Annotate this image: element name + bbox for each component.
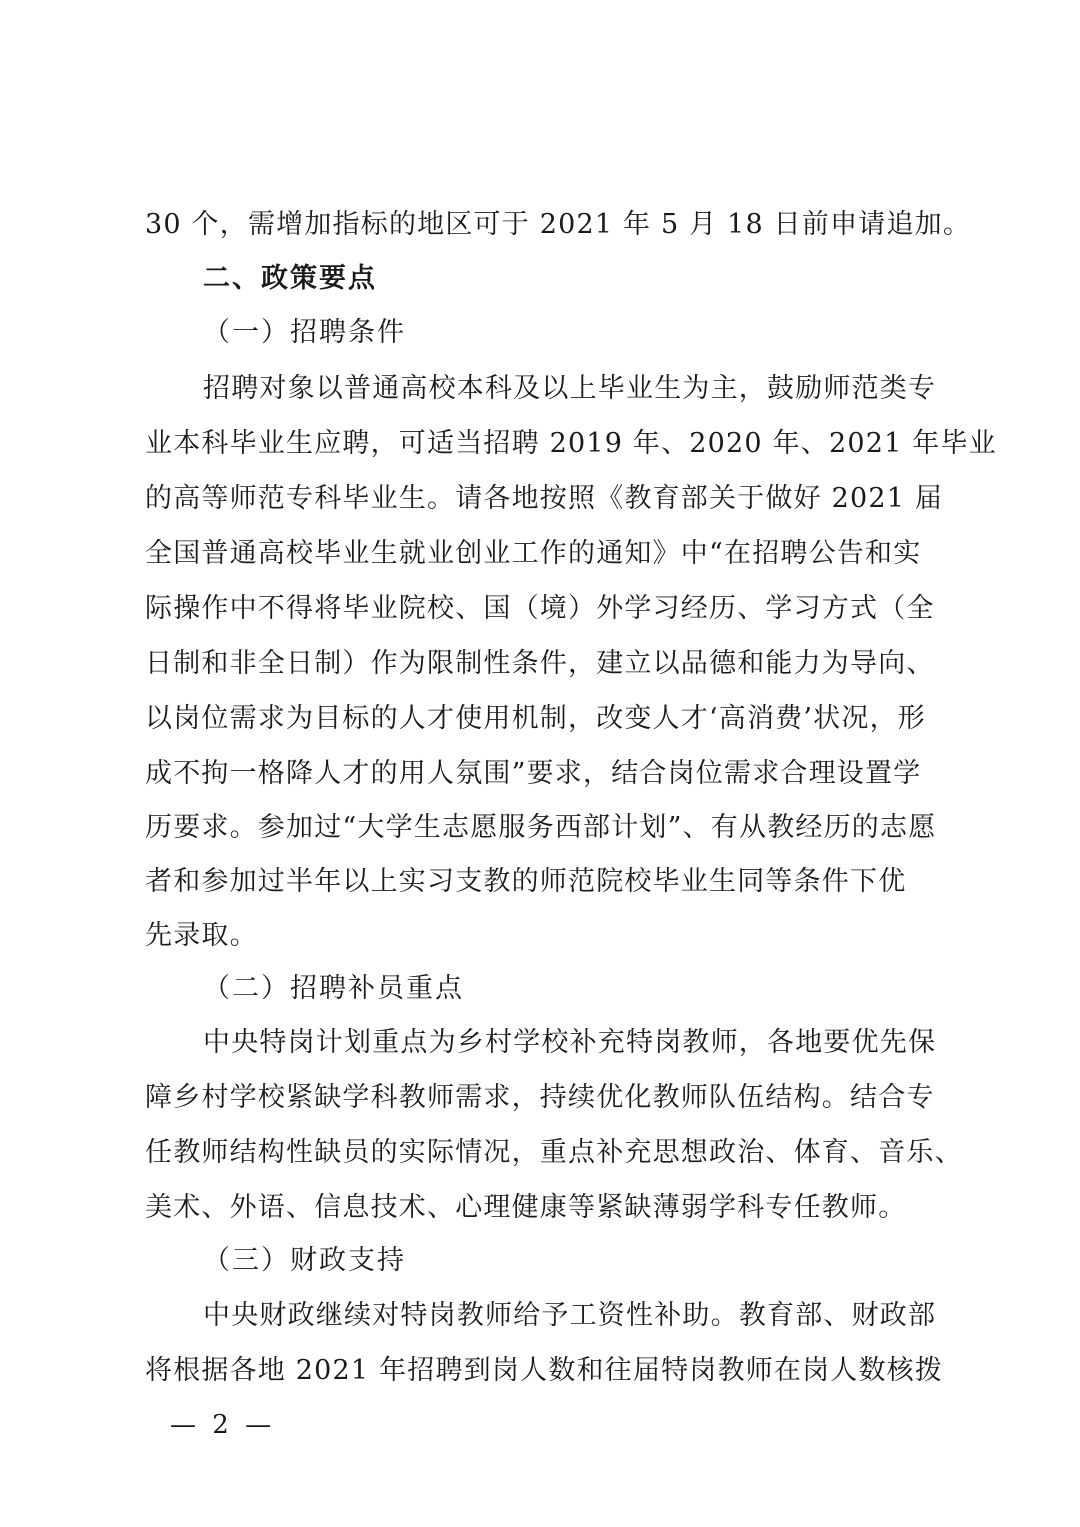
- section-heading-policy-points: 二、政策要点: [203, 263, 377, 294]
- subsection-heading-financial-support: （三）财政支持: [203, 1245, 406, 1276]
- paragraph-line: 30 个，需增加指标的地区可于 2021 年 5 月 18 日前申请追加。: [145, 209, 972, 240]
- paragraph-line: 美术、外语、信息技术、心理健康等紧缺薄弱学科专任教师。: [145, 1192, 907, 1223]
- paragraph-line: 招聘对象以普通高校本科及以上毕业生为主，鼓励师范类专: [203, 373, 937, 404]
- paragraph-line: 历要求。参加过“大学生志愿服务西部计划”、有从教经历的志愿: [145, 812, 937, 843]
- paragraph-line: 成不拘一格降人才的用人氛围”要求，结合岗位需求合理设置学: [145, 758, 922, 789]
- paragraph-line: 障乡村学校紧缺学科教师需求，持续优化教师队伍结构。结合专: [145, 1082, 935, 1113]
- paragraph-line: 的高等师范专科毕业生。请各地按照《教育部关于做好 2021 届: [145, 483, 944, 514]
- subsection-heading-recruitment-conditions: （一）招聘条件: [203, 317, 406, 348]
- paragraph-line: 日制和非全日制）作为限制性条件，建立以品德和能力为导向、: [145, 648, 935, 679]
- paragraph-line: 任教师结构性缺员的实际情况，重点补充思想政治、体育、音乐、: [145, 1137, 963, 1168]
- page-number: — 2 —: [170, 1410, 276, 1440]
- paragraph-line: 全国普通高校毕业生就业创业工作的通知》中“在招聘公告和实: [145, 538, 922, 569]
- paragraph-line: 将根据各地 2021 年招聘到岗人数和往届特岗教师在岗人数核拨: [145, 1355, 944, 1386]
- paragraph-line: 际操作中不得将毕业院校、国（境）外学习经历、学习方式（全: [145, 593, 935, 624]
- paragraph-line: 以岗位需求为目标的人才使用机制，改变人才‘高消费’状况，形: [145, 703, 926, 734]
- paragraph-line: 业本科毕业生应聘，可适当招聘 2019 年、2020 年、2021 年毕业: [145, 428, 997, 459]
- subsection-heading-recruitment-focus: （二）招聘补员重点: [203, 973, 464, 1004]
- paragraph-line: 中央特岗计划重点为乡村学校补充特岗教师，各地要优先保: [203, 1027, 937, 1058]
- paragraph-line: 先录取。: [145, 920, 258, 951]
- paragraph-line: 中央财政继续对特岗教师给予工资性补助。教育部、财政部: [203, 1300, 937, 1331]
- paragraph-line: 者和参加过半年以上实习支教的师范院校毕业生同等条件下优: [145, 866, 907, 897]
